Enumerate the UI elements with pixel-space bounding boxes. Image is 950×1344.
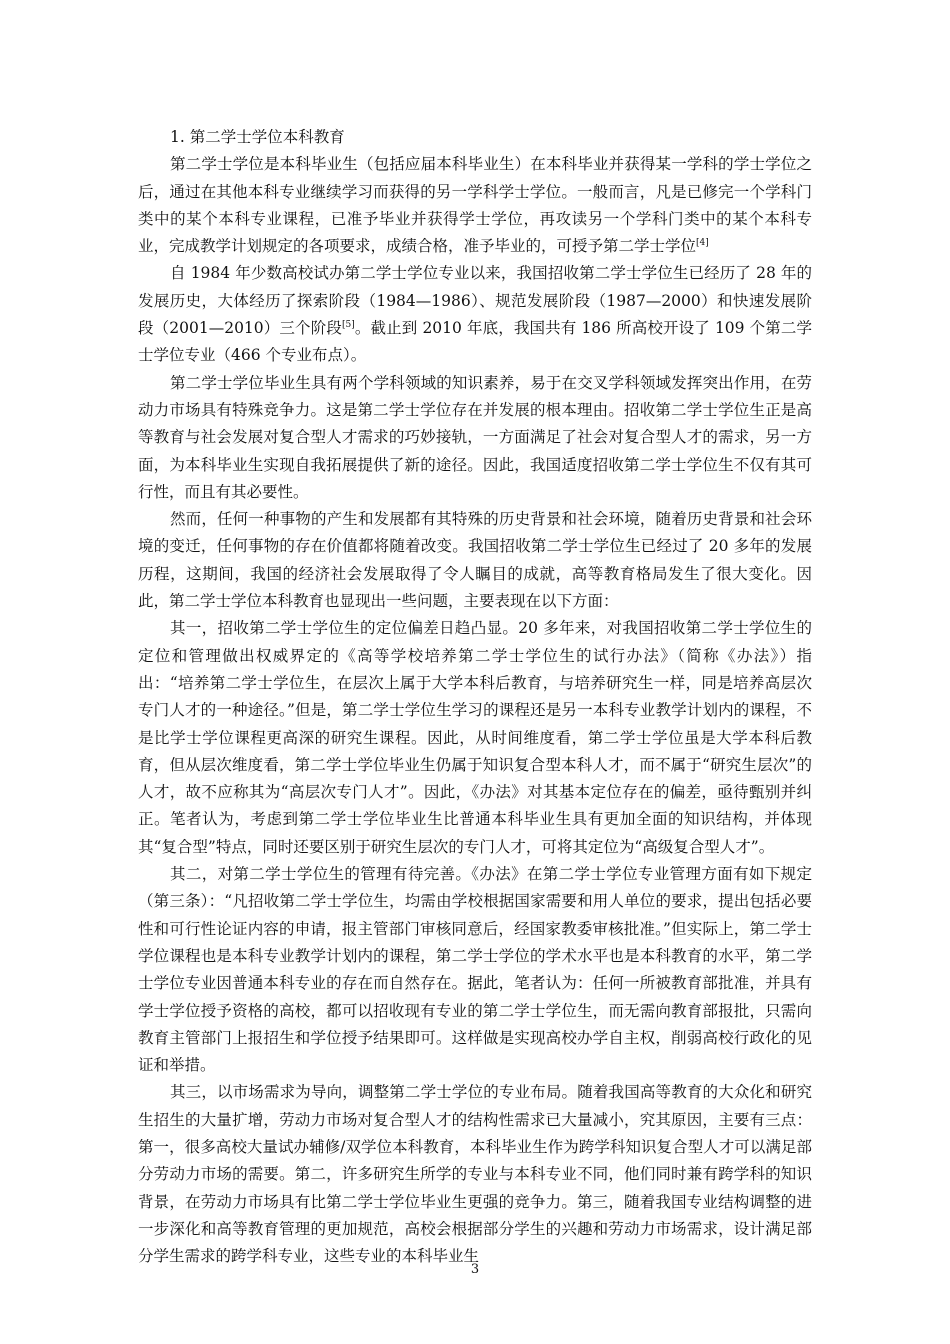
body-text [138,124,812,1270]
paragraph-5: 其一，招收第二学士学位生的定位偏差日趋凸显。20 多年来，对我国招收第二学士学位生的定位和管理做出权威界定的《高等学校培养第二学士学位生的试行办法》（简称《办法》）指出：“培养第二学士学位生，在层次上属于大学本科后教育，与培养研究生一样，同是培养高层次专门人才的一种途径。”但是，第二学士学位生学习的课程还是另一本科专业教学计划内的课程，不是比学士学位课程更高深的研究生课程。因此，从时间维度看，第二学士学位虽是大学本科后教育，但从层次维度看，第二学士学位毕业生仍属于知识复合型本科人才，而不属于“研究生层次”的人才，故不应称其为“高层次专门人才”。因此，《办法》对其基本定位存在的偏差，亟待甄别并纠正。笔者认为，考虑到第二学士学位毕业生比普通本科毕业生具有更加全面的知识结构，并体现其“复合型”特点，同时还要区别于研究生层次的专门人才，可将其定位为“高级复合型人才”。 [138,619,812,856]
citation-4: [4] [696,238,709,249]
citation-5: [5] [341,320,355,331]
page-number: 3 [470,1262,480,1277]
paragraph-4: 然而，任何一种事物的产生和发展都有其特殊的历史背景和社会环境，随着历史背景和社会环境的变迁，任何事物的存在价值都将随着改变。我国招收第二学士学位生已经过了 20 多年的发展历程，这期间，我国的经济社会发展取得了令人瞩目的成就，高等教育格局发生了很大变化。因此，第二学士学位本科教育也显现出一些问题，主要表现在以下方面： [138,510,812,611]
paragraph-3: 第二学士学位毕业生具有两个学科领域的知识素养，易于在交叉学科领域发挥突出作用，在劳动力市场具有特殊竞争力。这是第二学士学位存在并发展的根本理由。招收第二学士学位生正是高等教育与社会发展对复合型人才需求的巧妙接轨，一方面满足了社会对复合型人才的需求，另一方面，为本科毕业生实现自我拓展提供了新的途径。因此，我国适度招收第二学士学位生不仅有其可行性，而且有其必要性。 [138,373,812,501]
paragraph-6: 其二，对第二学士学位生的管理有待完善。《办法》在第二学士学位专业管理方面有如下规定（第三条）：“凡招收第二学士学位生，均需由学校根据国家需要和用人单位的要求，提出包括必要性和可行性论证内容的申请，报主管部门审核同意后，经国家教委审核批准。”但实际上，第二学士学位课程也是本科专业教学计划内的课程，第二学士学位的学术水平也是本科教育的水平，第二学士学位专业因普通本科专业的存在而自然存在。据此，笔者认为：任何一所被教育部批准，并具有学士学位授予资格的高校，都可以招收现有专业的第二学士学位生，而无需向教育部报批，只需向教育主管部门上报招生和学位授予结果即可。这样做是实现高校办学自主权，削弱高校行政化的见证和举措。 [138,865,812,1075]
paragraph-1: 第二学士学位是本科毕业生（包括应届本科毕业生）在本科毕业并获得某一学科的学士学位之后，通过在其他本科专业继续学习而获得的另一学科学士学位。一般而言，凡是已修完一个学科门类中的某个本科专业课程，已准予毕业并获得学士学位，再攻读另一个学科门类中的某个本科专业，完成教学计划规定的各项要求，成绩合格，准予毕业的，可授予第二学士学位[4] [138,155,812,256]
paragraph-2: 自 1984 年少数高校试办第二学士学位专业以来，我国招收第二学士学位生已经历了 28 年的发展历史，大体经历了探索阶段（1984—1986）、规范发展阶段（1987—2000）和快速发展阶段（2001—2010）三个阶段[5]。截止到 2010 年底，我国共有 186 所高校开设了 109 个第二学士学位专业（466 个专业布点）。 [138,264,812,365]
paragraph-7: 其三，以市场需求为导向，调整第二学士学位的专业布局。随着我国高等教育的大众化和研究生招生的大量扩增，劳动力市场对复合型人才的结构性需求已大量减小，究其原因，主要有三点：第一，很多高校大量试办辅修/双学位本科教育，本科毕业生作为跨学科知识复合型人才可以满足部分劳动力市场的需要。第二，许多研究生所学的专业与本科专业不同，他们同时兼有跨学科的知识背景，在劳动力市场具有比第二学士学位毕业生更强的竞争力。第三，随着我国专业结构调整的进一步深化和高等教育管理的更加规范，高校会根据部分学生的兴趣和劳动力市场需求，设计满足部分学生需求的跨学科专业，这些专业的本科毕业生 [138,1083,812,1266]
section-heading: 1. 第二学士学位本科教育 [170,128,345,146]
